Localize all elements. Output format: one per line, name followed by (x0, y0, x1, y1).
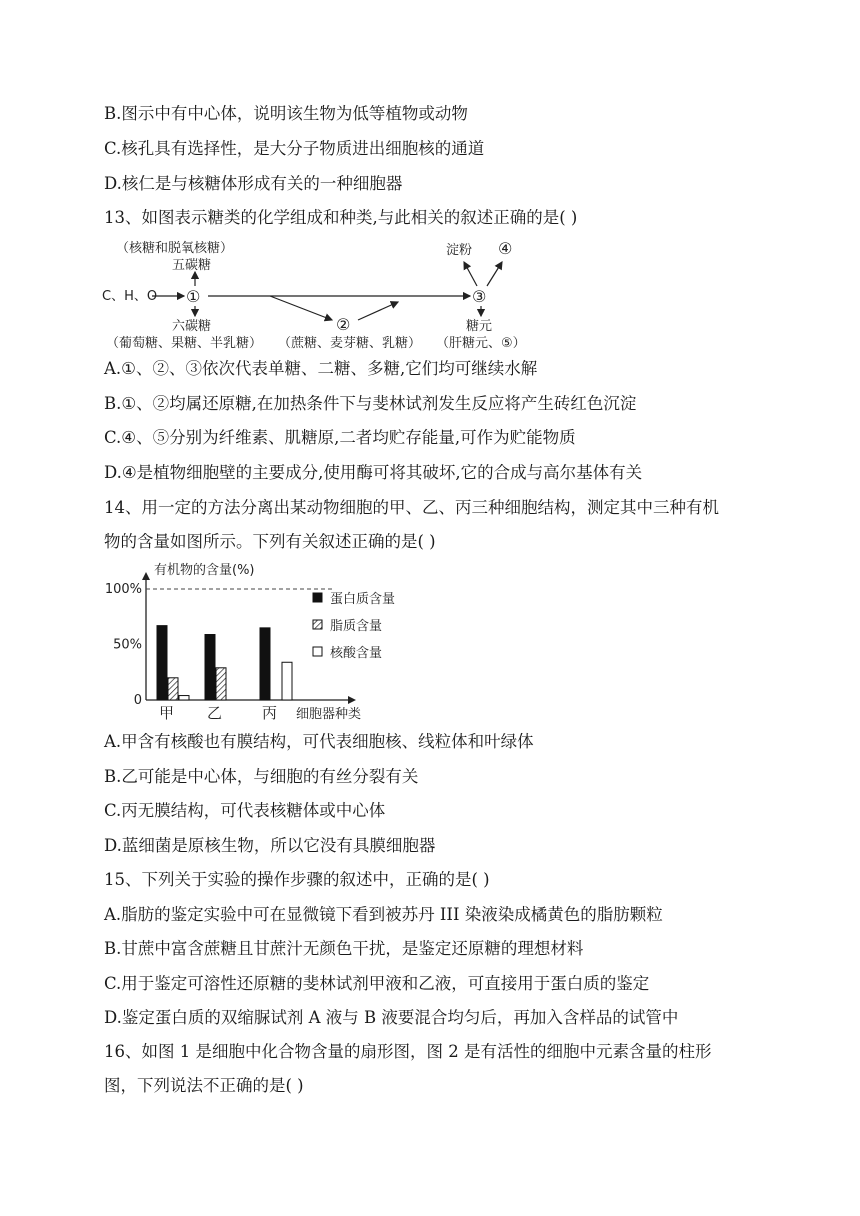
option-c-q13: C.④、⑤分别为纤维素、肌糖原,二者均贮存能量,可作为贮能物质 (104, 428, 576, 447)
option-b-q13: B.①、②均属还原糖,在加热条件下与斐林试剂发生反应将产生砖红色沉淀 (104, 394, 637, 413)
hexose-note: （葡萄糖、果糖、半乳糖） (106, 336, 263, 351)
bar-solid (260, 628, 270, 700)
question-13: 13、如图表示糖类的化学组成和种类,与此相关的叙述正确的是( ) (104, 208, 578, 227)
node-2-label: ② (336, 315, 351, 334)
glycogen-label: 糖元 (466, 319, 493, 334)
question-16-line-2: 图，下列说法不正确的是( ) (104, 1076, 304, 1095)
option-a-q13: A.①、②、③依次代表单糖、二糖、多糖,它们均可继续水解 (104, 359, 538, 378)
bar-solid (157, 626, 167, 700)
category-label: 甲 (159, 704, 175, 722)
legend-swatch (313, 593, 322, 602)
y-tick-label: 50% (113, 637, 142, 653)
legend-swatch (313, 647, 322, 656)
legend-swatch (313, 620, 322, 629)
pentose-note: （核糖和脱氧核糖） (116, 241, 234, 256)
option-d-q13: D.④是植物细胞壁的主要成分,使用酶可将其破坏,它的合成与高尔基体有关 (104, 463, 643, 482)
bar-solid (205, 635, 215, 700)
option-c-q15: C.用于鉴定可溶性还原糖的斐林试剂甲液和乙液，可直接用于蛋白质的鉴定 (104, 974, 650, 993)
bar-empty (282, 662, 292, 700)
legend-entry: 脂质含量 (330, 619, 383, 634)
option-d-q15: D.鉴定蛋白质的双缩脲试剂 A 液与 B 液要混合均匀后，再加入含样品的试管中 (104, 1008, 679, 1027)
hexose-label: 六碳糖 (172, 319, 212, 334)
node-1-label: ① (186, 287, 201, 306)
disaccharide-note: （蔗糖、麦芽糖、乳糖） (278, 336, 422, 351)
bar-hatch (216, 668, 226, 700)
legend-entry: 核酸含量 (330, 646, 383, 661)
option-a-q14: A.甲含有核酸也有膜结构，可代表细胞核、线粒体和叶绿体 (104, 732, 534, 751)
chart-xlabel: 细胞器种类 (296, 707, 362, 722)
node-3-label: ③ (472, 287, 487, 306)
sugar-classification-diagram (100, 236, 540, 354)
starch-label: 淀粉 (446, 243, 473, 258)
option-b-q15: B.甘蔗中富含蔗糖且甘蔗汁无颜色干扰，是鉴定还原糖的理想材料 (104, 939, 584, 958)
question-16-line-1: 16、如图 1 是细胞中化合物含量的扇形图，图 2 是有活性的细胞中元素含量的柱形 (104, 1042, 712, 1061)
option-d-q14: D.蓝细菌是原核生物，所以它没有具膜细胞器 (104, 836, 436, 855)
organelle-content-chart (100, 560, 420, 726)
option-b-q12: B.图示中有中心体，说明该生物为低等植物或动物 (104, 104, 468, 123)
bar-hatch (168, 678, 178, 700)
node-4-label: ④ (498, 239, 513, 258)
question-14-line-2: 物的含量如图所示。下列有关叙述正确的是( ) (104, 532, 436, 551)
diagram-source-label: C、H、O (102, 289, 158, 304)
y-tick-label: 100% (104, 582, 142, 597)
question-15: 15、下列关于实验的操作步骤的叙述中，正确的是( ) (104, 870, 490, 889)
question-14-line-1: 14、用一定的方法分离出某动物细胞的甲、乙、丙三种细胞结构，测定其中三种有机 (104, 498, 719, 517)
option-c-q12: C.核孔具有选择性，是大分子物质进出细胞核的通道 (104, 139, 485, 158)
category-label: 乙 (207, 704, 223, 722)
option-b-q14: B.乙可能是中心体，与细胞的有丝分裂有关 (104, 767, 419, 786)
chart-ylabel: 有机物的含量(%) (154, 563, 255, 578)
category-label: 丙 (262, 704, 278, 722)
option-a-q15: A.脂肪的鉴定实验中可在显微镜下看到被苏丹 III 染液染成橘黄色的脂肪颗粒 (104, 905, 663, 924)
option-d-q12: D.核仁是与核糖体形成有关的一种细胞器 (104, 174, 403, 193)
option-c-q14: C.丙无膜结构，可代表核糖体或中心体 (104, 801, 386, 820)
glycogen-note: （肝糖元、⑤） (436, 336, 526, 351)
bar-empty (179, 696, 189, 700)
pentose-label: 五碳糖 (172, 258, 212, 273)
legend-entry: 蛋白质含量 (330, 592, 396, 607)
y-tick-label: 0 (133, 693, 142, 708)
